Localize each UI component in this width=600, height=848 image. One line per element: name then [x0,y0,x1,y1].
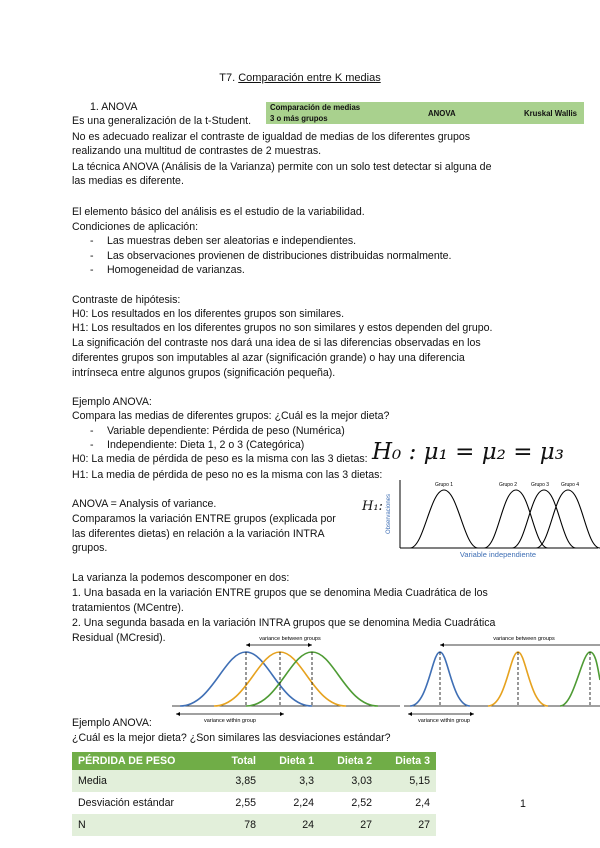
page-title: T7. Comparación entre K medias [219,72,381,84]
table-header-row [72,752,436,770]
table-cell: 2,52 [351,797,372,809]
comparison-bar [266,102,584,124]
text-line: Es una generalización de la t-Student. [72,115,252,127]
h1-label: H₁: [362,499,383,514]
text-line: La significación del contraste nos dará una idea de si las diferencias observadas en los [72,337,481,349]
curve-grupo-4 [536,490,600,548]
diet-table [72,752,436,836]
table-cell: 24 [262,814,320,836]
table-cell: 3,03 [320,770,378,792]
text-line: grupos. [72,542,108,554]
overlapping-variance-plot [172,630,400,725]
text-line: El elemento básico del análisis es el estudio de la variabilidad. [72,206,365,218]
table-cell: 3,3 [262,770,320,792]
hypothesis-formula: H₀ : μ₁ = μ₂ = μ₃ [372,439,564,465]
text-line: realizando una multitud de contrastes de 2 muestras. [72,145,322,157]
text-line: No es adecuado realizar el contraste de igualdad de medias de los diferentes grupos [72,131,471,143]
bar-col1-line1: Comparación de medias [270,103,361,112]
table-cell: Desviación estándar [78,797,174,809]
table-row [72,814,436,836]
table-cell: 2,55 [235,797,256,809]
text-line: 1. Una basada en la variación ENTRE grupos que se denomina Media Cuadrática de los [72,587,488,599]
text-line: Ejemplo ANOVA: [72,396,152,408]
table-header: Total [204,752,262,770]
text-line: La técnica ANOVA (Análisis de la Varianza) permite con un solo test detectar si alguna de [72,161,492,173]
bullet-dash: - [90,235,94,247]
curve-grupo-1 [410,490,478,548]
text-line: Compara las medias de diferentes grupos: ¿Cuál es la mejor dieta? [72,410,390,422]
plot2-between-label: variance between groups [259,636,321,642]
bullet-dash: - [90,250,94,262]
bullet-dash: - [90,425,94,437]
plot1-group-label: Grupo 2 [498,482,518,488]
text-line: H1: Los resultados en los diferentes grupos no son similares y estos dependen del grupo. [72,322,493,334]
text-line: 2. Una segunda basada en la variación INTRA grupos que se denomina Media Cuadrática [72,617,496,629]
table-cell: 27 [378,814,436,836]
text-line: diferentes grupos son imputables al azar (significación grande) o hay una diferencia [72,352,465,364]
text-line: Homogeneidad de varianzas. [107,264,245,276]
table-row [72,770,436,792]
text-line: Independiente: Dieta 1, 2 o 3 (Categórica) [107,439,305,451]
table-row [72,792,436,814]
text-line: Ejemplo ANOVA: [72,717,152,729]
table-cell: 2,4 [415,797,430,809]
title-link[interactable]: Comparación entre K medias [238,72,381,84]
text-line: Las observaciones provienen de distribuciones distribuidas normalmente. [107,250,452,262]
text-line: Las muestras deben ser aleatorias e independientes. [107,235,357,247]
table-cell: 2,24 [293,797,314,809]
curve-grupo-2 [484,490,548,548]
table-cell: 78 [204,814,262,836]
text-line: las diferentes dietas) en relación a la variación INTRA [72,528,325,540]
plot1-ylabel: Observaciones [386,493,392,535]
groups-distribution-plot [380,476,600,560]
table-header: Dieta 1 [262,752,320,770]
section-heading: 1. ANOVA [90,101,138,113]
bar-col2: ANOVA [428,109,456,118]
separated-variance-plot [404,630,600,725]
bar-col3: Kruskal Wallis [524,109,578,118]
plot1-group-label: Grupo 4 [560,482,580,488]
text-line: ANOVA = Analysis of variance. [72,498,217,510]
table-header: Dieta 2 [320,752,378,770]
plot2-within-label: variance within group [204,718,256,724]
plot3-between-label: variance between groups [493,636,555,642]
text-line: Condiciones de aplicación: [72,221,199,233]
plot1-group-label: Grupo 1 [434,482,454,488]
table-cell: 3,85 [204,770,262,792]
curve-grupo-3 [512,490,576,548]
bullet-dash: - [90,439,94,451]
text-line: La varianza la podemos descomponer en dos: [72,572,290,584]
table-cell: 5,15 [378,770,436,792]
plot1-group-label: Grupo 3 [530,482,550,488]
text-line: ¿Cuál es la mejor dieta? ¿Son similares las desviaciones estándar? [72,732,391,744]
table-header: PÉRDIDA DE PESO [72,752,204,770]
plot3-within-label: variance within group [418,718,470,724]
text-line: H0: La media de pérdida de peso es la misma con las 3 dietas: [72,453,368,465]
text-line: intrínseca entre algunos grupos (significación pequeña). [72,367,336,379]
text-line: Contraste de hipótesis: [72,294,181,306]
curve-green [560,652,600,706]
table-cell: 27 [320,814,378,836]
text-line: Residual (MCresid). [72,632,166,644]
table-header: Dieta 3 [378,752,436,770]
page-number: 1 [520,798,526,810]
text-line: Variable dependiente: Pérdida de peso (Numérica) [107,425,345,437]
bullet-dash: - [90,264,94,276]
table-cell: N [72,814,204,836]
plot1-xlabel: Variable independiente [459,550,537,559]
text-line: tratamientos (MCentre). [72,602,184,614]
bar-col1-line2: 3 o más grupos [270,114,328,123]
text-line: H1: La media de pérdida de peso no es la misma con las 3 dietas: [72,469,383,481]
text-line: H0: Los resultados en los diferentes grupos son similares. [72,308,345,320]
text-line: las medias es diferente. [72,175,184,187]
table-cell: Media [72,770,204,792]
text-line: Comparamos la variación ENTRE grupos (explicada por [72,513,336,525]
